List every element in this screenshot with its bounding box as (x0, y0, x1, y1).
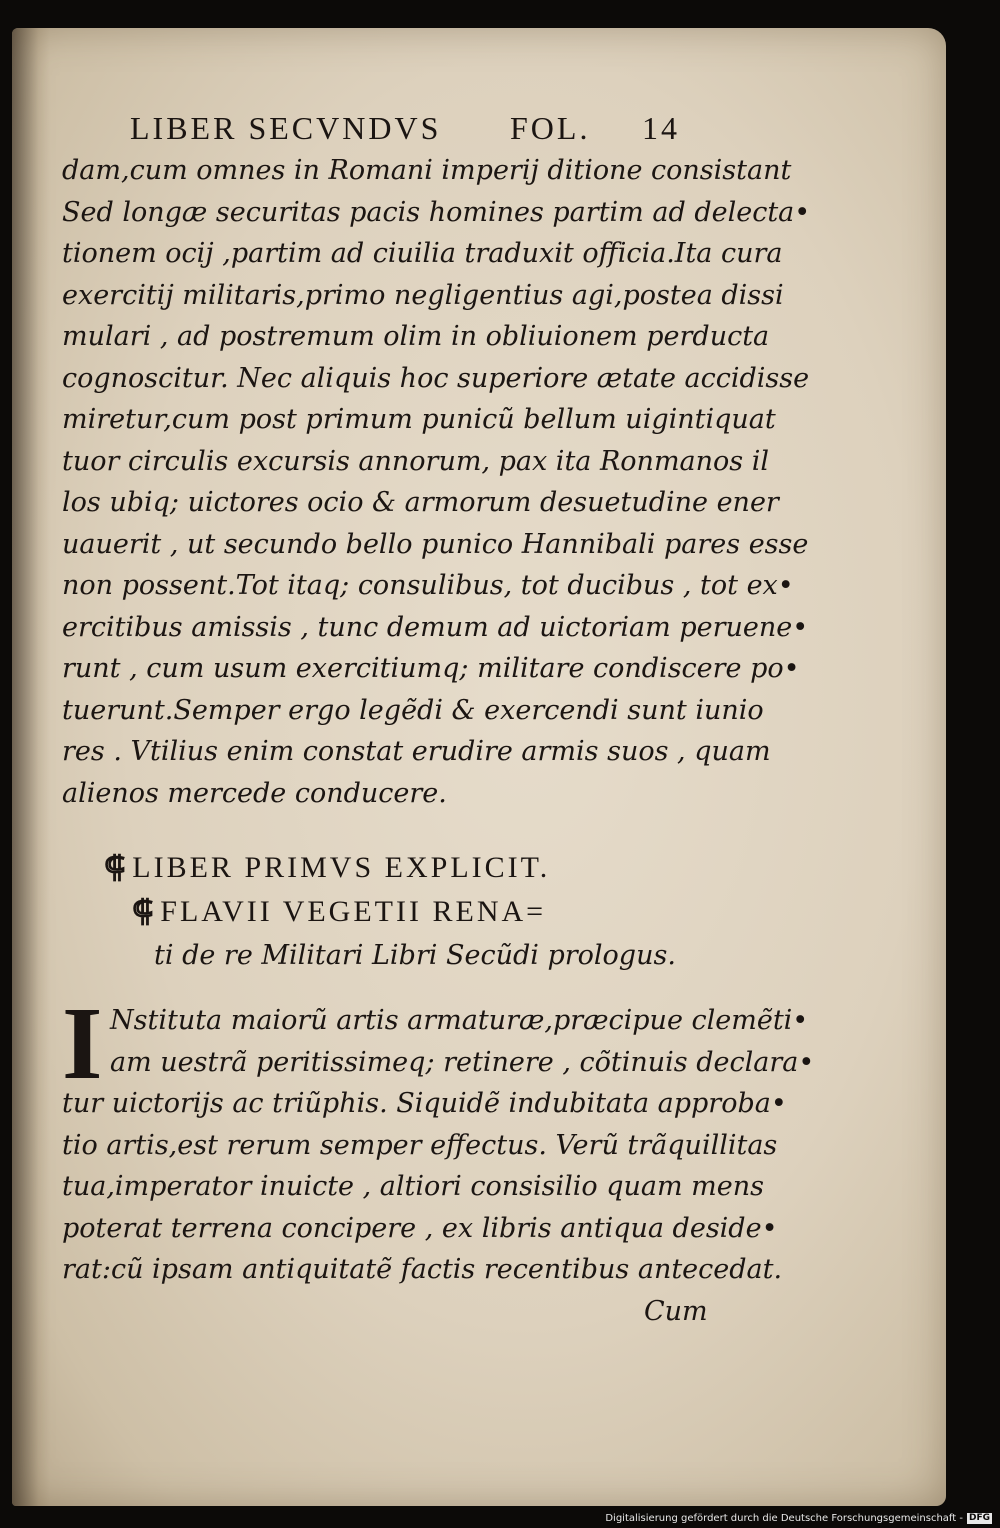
text-line: tur uictorijs ac triũphis. Siquidẽ indubitata approba• (62, 1088, 787, 1119)
paragraph-1 (48, 150, 811, 814)
text-line: cognoscitur. Nec aliquis hoc superiore ætate accidisse (62, 362, 810, 394)
prologue-heading (132, 890, 748, 934)
catchword: Cum (644, 1295, 708, 1327)
running-header-title: LIBER SECVNDVS (130, 110, 442, 146)
text-line: exercitij militaris,primo negligentius agi,postea dissi (62, 279, 784, 311)
text-line: tuor circulis excursis annorum, pax ita Ronmanos il (62, 445, 769, 477)
text-line: Sed longæ securitas pacis homines partim ad delecta• (62, 196, 811, 228)
text-line: mulari , ad postremum olim in obliuionem perducta (62, 321, 770, 352)
text-line: am uestrã peritissimeq; retinere , cõtinuis declara• (110, 1046, 815, 1078)
pilcrow-icon: ⸿ (132, 895, 157, 928)
text-line: non possent.Tot itaq; consulibus, tot ducibus , tot ex• (62, 570, 794, 601)
pilcrow-icon: ⸿ (104, 851, 129, 884)
text-line: tionem ocij ,partim ad ciuilia traduxit officia.Ita cura (62, 238, 783, 269)
book-page (12, 28, 946, 1506)
text-line: dam,cum omnes in Romani imperij ditione consistant (62, 155, 792, 186)
text-line: miretur,cum post primum punicũ bellum uigintiquat (62, 404, 776, 435)
text-line: tuerunt.Semper ergo legẽdi & exercendi sunt iunio (62, 694, 764, 726)
text-line: ercitibus amissis , tunc demum ad uictoriam peruene• (62, 611, 809, 643)
page-gutter-shadow (12, 28, 50, 1506)
dfg-logo-icon: DFG (968, 1513, 990, 1523)
paragraph-2 (48, 986, 815, 1332)
text-line: poterat terrena concipere , ex libris antiqua deside• (62, 1212, 778, 1244)
footer-text: Digitalisierung gefördert durch die Deutsche Forschungsgemeinschaft - (605, 1513, 963, 1524)
digitization-footer (605, 1513, 992, 1524)
page-text-block (48, 110, 815, 1332)
text-line: Nstituta maiorũ artis armaturæ,præcipue clemẽti• (110, 1005, 809, 1036)
folio-label: FOL. (510, 110, 591, 146)
explicit-line-1: LIBER PRIMVS EXPLICIT. (132, 851, 551, 884)
text-line: uauerit , ut secundo bello punico Hannibali pares esse (62, 528, 809, 560)
text-line: runt , cum usum exercitiumq; militare condiscere po• (62, 653, 800, 684)
running-header (130, 110, 748, 150)
prologue-subheading: ti de re Militari Libri Secũdi prologus. (154, 940, 676, 971)
explicit-heading (104, 846, 748, 890)
text-line: rat:cũ ipsam antiquitatẽ factis recentibus antecedat. (62, 1254, 783, 1285)
drop-capital: I (62, 986, 103, 1101)
text-line: res . Vtilius enim constat erudire armis suos , quam (62, 736, 771, 767)
explicit-line-2: FLAVII VEGETII RENA= (160, 895, 547, 928)
text-line: los ubiq; uictores ocio & armorum desuetudine ener (62, 487, 779, 518)
text-line: alienos mercede conducere. (62, 777, 447, 809)
text-line: tua,imperator inuicte , altiori consisilio quam mens (62, 1171, 764, 1202)
folio-number: 14 (642, 110, 680, 146)
text-line: tio artis,est rerum semper effectus. Verũ trãquillitas (62, 1129, 778, 1161)
